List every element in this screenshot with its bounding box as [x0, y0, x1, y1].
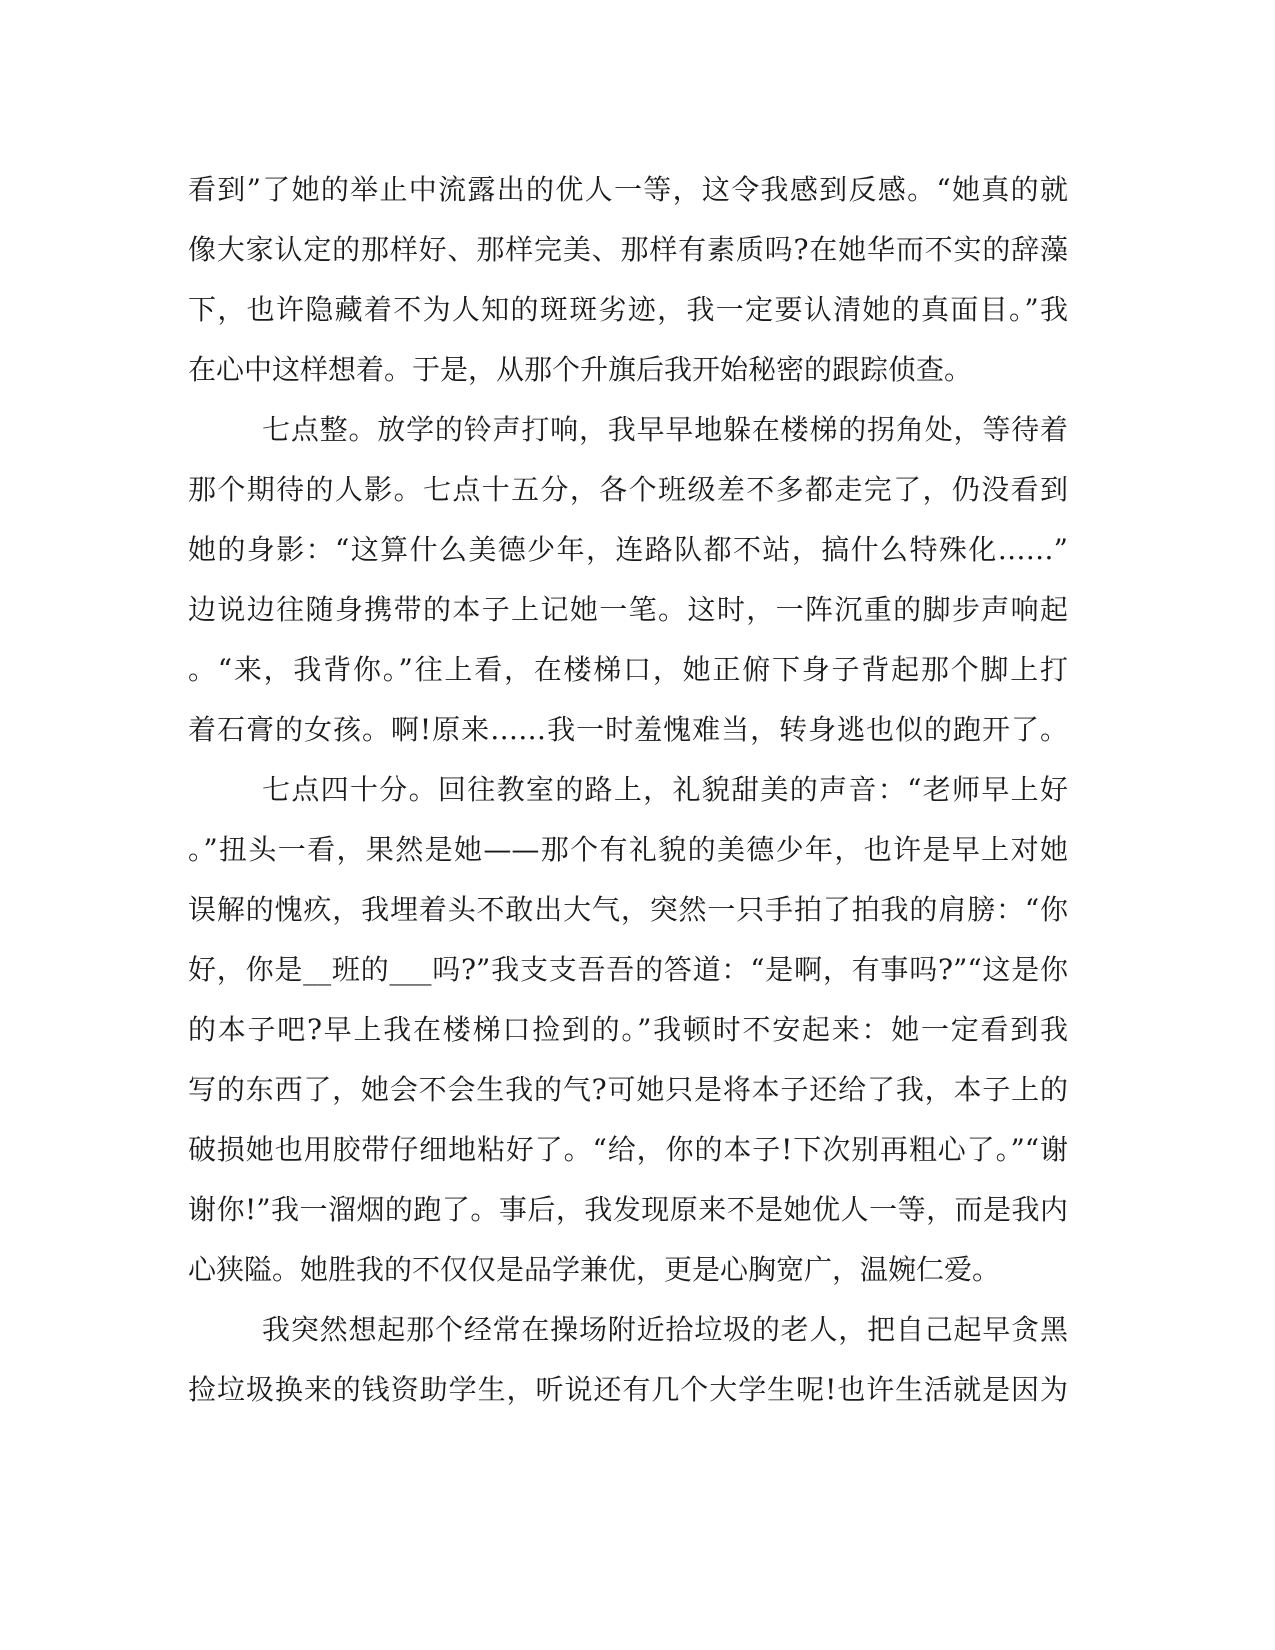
text-line: 边说边往随身携带的本子上记她一笔。这时，一阵沉重的脚步声响起	[188, 593, 1068, 626]
text-line: 误解的愧疚，我埋着头不敢出大气，突然一只手拍了拍我的肩膀：“你	[188, 893, 1068, 926]
text-line: 下，也许隐藏着不为人知的斑斑劣迹，我一定要认清她的真面目。”我	[188, 293, 1068, 326]
text-line: 在心中这样想着。于是，从那个升旗后我开始秘密的跟踪侦查。	[188, 353, 973, 386]
text-line: 着石膏的女孩。啊!原来……我一时羞愧难当，转身逃也似的跑开了。	[188, 713, 1068, 746]
text-line: 那个期待的人影。七点十五分，各个班级差不多都走完了，仍没看到	[188, 473, 1068, 506]
text-line: 。”扭头一看，果然是她——那个有礼貌的美德少年，也许是早上对她	[188, 833, 1068, 866]
paragraph-first-line: 七点四十分。回往教室的路上，礼貌甜美的声音：“老师早上好	[262, 773, 1068, 806]
text-line: 捡垃圾换来的钱资助学生，听说还有几个大学生呢!也许生活就是因为	[188, 1373, 1068, 1406]
text-line: 好，你是__班的___吗?”我支支吾吾的答道：“是啊，有事吗?”“这是你	[188, 953, 1068, 986]
paragraph-first-line: 我突然想起那个经常在操场附近拾垃圾的老人，把自己起早贪黑	[262, 1313, 1068, 1346]
text-line: 看到”了她的举止中流露出的优人一等，这令我感到反感。“她真的就	[188, 173, 1068, 206]
text-line: 的本子吧?早上我在楼梯口捡到的。”我顿时不安起来：她一定看到我	[188, 1013, 1068, 1046]
text-line: 。“来，我背你。”往上看，在楼梯口，她正俯下身子背起那个脚上打	[188, 653, 1068, 686]
text-line: 谢你!”我一溜烟的跑了。事后，我发现原来不是她优人一等，而是我内	[188, 1193, 1068, 1226]
text-line: 心狭隘。她胜我的不仅仅是品学兼优，更是心胸宽广，温婉仁爱。	[188, 1253, 1001, 1286]
text-line: 她的身影：“这算什么美德少年，连路队都不站，搞什么特殊化……”	[188, 533, 1068, 566]
paragraph-first-line: 七点整。放学的铃声打响，我早早地躲在楼梯的拐角处，等待着	[262, 413, 1068, 446]
text-line: 写的东西了，她会不会生我的气?可她只是将本子还给了我，本子上的	[188, 1073, 1068, 1106]
body-text	[188, 160, 1068, 1420]
text-line: 像大家认定的那样好、那样完美、那样有素质吗?在她华而不实的辞藻	[188, 233, 1068, 266]
text-line: 破损她也用胶带仔细地粘好了。“给，你的本子!下次别再粗心了。”“谢	[188, 1133, 1068, 1166]
